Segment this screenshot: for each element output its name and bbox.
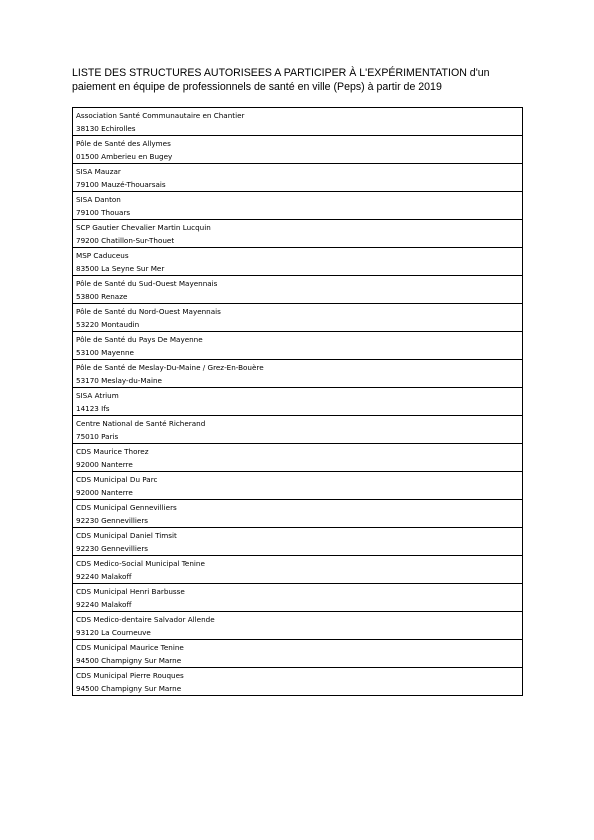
document-title-line2: paiement en équipe de professionnels de santé en ville (Peps) à partir de 2019 xyxy=(72,81,442,93)
structure-name: CDS Municipal Du Parc xyxy=(76,475,158,484)
table-row xyxy=(73,584,523,612)
structure-cell xyxy=(73,304,523,332)
structure-city: 92230 Gennevilliers xyxy=(76,544,149,553)
structure-cell xyxy=(73,360,523,388)
structure-cell xyxy=(73,248,523,276)
structure-cell xyxy=(73,556,523,584)
table-row xyxy=(73,612,523,640)
structure-city: 92230 Gennevilliers xyxy=(76,516,149,525)
structure-cell xyxy=(73,668,523,696)
structure-cell xyxy=(73,472,523,500)
structure-city: 92000 Nanterre xyxy=(76,488,133,497)
structure-cell xyxy=(73,528,523,556)
table-row xyxy=(73,388,523,416)
structure-name: SCP Gautier Chevalier Martin Lucquin xyxy=(76,223,211,232)
structure-city: 79100 Thouars xyxy=(76,208,131,217)
structure-city: 01500 Amberieu en Bugey xyxy=(76,152,173,161)
structure-name: CDS Municipal Maurice Tenine xyxy=(76,643,184,652)
structure-cell xyxy=(73,136,523,164)
structure-cell xyxy=(73,276,523,304)
structure-city: 94500 Champigny Sur Marne xyxy=(76,684,182,693)
table-row xyxy=(73,416,523,444)
table-row xyxy=(73,444,523,472)
table-row xyxy=(73,192,523,220)
structure-city: 83500 La Seyne Sur Mer xyxy=(76,264,165,273)
structure-city: 92240 Malakoff xyxy=(76,572,132,581)
structure-name: Pôle de Santé du Nord-Ouest Mayennais xyxy=(76,307,221,316)
structure-cell xyxy=(73,164,523,192)
structure-cell xyxy=(73,388,523,416)
table-row xyxy=(73,528,523,556)
structure-cell xyxy=(73,584,523,612)
structure-cell xyxy=(73,500,523,528)
table-row xyxy=(73,668,523,696)
structure-name: Pôle de Santé des Allymes xyxy=(76,139,171,148)
structure-name: SISA Mauzar xyxy=(76,167,121,176)
document-title-line1: LISTE DES STRUCTURES AUTORISEES A PARTICIPER À L'EXPÉRIMENTATION d'un xyxy=(72,67,490,79)
structure-cell xyxy=(73,416,523,444)
table-row xyxy=(73,500,523,528)
table-row xyxy=(73,304,523,332)
table-row xyxy=(73,556,523,584)
table-row xyxy=(73,332,523,360)
structure-name: CDS Medico-Social Municipal Tenine xyxy=(76,559,205,568)
structure-name: Centre National de Santé Richerand xyxy=(76,419,206,428)
structure-city: 38130 Echirolles xyxy=(76,124,136,133)
structure-city: 53800 Renaze xyxy=(76,292,128,301)
structure-name: SISA Atrium xyxy=(76,391,119,400)
structure-cell xyxy=(73,192,523,220)
structures-table xyxy=(72,107,523,696)
structure-city: 53100 Mayenne xyxy=(76,348,134,357)
structure-city: 94500 Champigny Sur Marne xyxy=(76,656,182,665)
table-row xyxy=(73,108,523,136)
structure-name: Pôle de Santé du Sud-Ouest Mayennais xyxy=(76,279,218,288)
structure-city: 92240 Malakoff xyxy=(76,600,132,609)
structure-name: SISA Danton xyxy=(76,195,121,204)
document-title xyxy=(72,66,532,94)
table-row xyxy=(73,472,523,500)
structure-cell xyxy=(73,108,523,136)
structure-name: CDS Medico-dentaire Salvador Allende xyxy=(76,615,215,624)
structure-city: 75010 Paris xyxy=(76,432,119,441)
structure-city: 53170 Meslay-du-Maine xyxy=(76,376,162,385)
structure-cell xyxy=(73,332,523,360)
structure-cell xyxy=(73,612,523,640)
structures-table-body xyxy=(73,108,523,696)
structure-name: CDS Municipal Pierre Rouques xyxy=(76,671,184,680)
table-row xyxy=(73,220,523,248)
structure-city: 53220 Montaudin xyxy=(76,320,140,329)
structure-city: 14123 Ifs xyxy=(76,404,110,413)
structure-city: 79100 Mauzé-Thouarsais xyxy=(76,180,166,189)
structure-cell xyxy=(73,640,523,668)
structure-city: 92000 Nanterre xyxy=(76,460,133,469)
structure-cell xyxy=(73,444,523,472)
structure-name: Pôle de Santé du Pays De Mayenne xyxy=(76,335,203,344)
structure-name: Pôle de Santé de Meslay-Du-Maine / Grez-En-Bouère xyxy=(76,363,264,372)
table-row xyxy=(73,164,523,192)
structure-name: CDS Municipal Daniel Timsit xyxy=(76,531,177,540)
table-row xyxy=(73,360,523,388)
table-row xyxy=(73,640,523,668)
table-row xyxy=(73,276,523,304)
structure-name: Association Santé Communautaire en Chantier xyxy=(76,111,245,120)
table-row xyxy=(73,248,523,276)
structure-city: 79200 Chatillon-Sur-Thouet xyxy=(76,236,175,245)
structure-name: CDS Municipal Gennevilliers xyxy=(76,503,177,512)
structure-name: CDS Maurice Thorez xyxy=(76,447,149,456)
structure-name: CDS Municipal Henri Barbusse xyxy=(76,587,185,596)
table-row xyxy=(73,136,523,164)
structure-cell xyxy=(73,220,523,248)
structure-city: 93120 La Courneuve xyxy=(76,628,151,637)
structure-name: MSP Caduceus xyxy=(76,251,129,260)
